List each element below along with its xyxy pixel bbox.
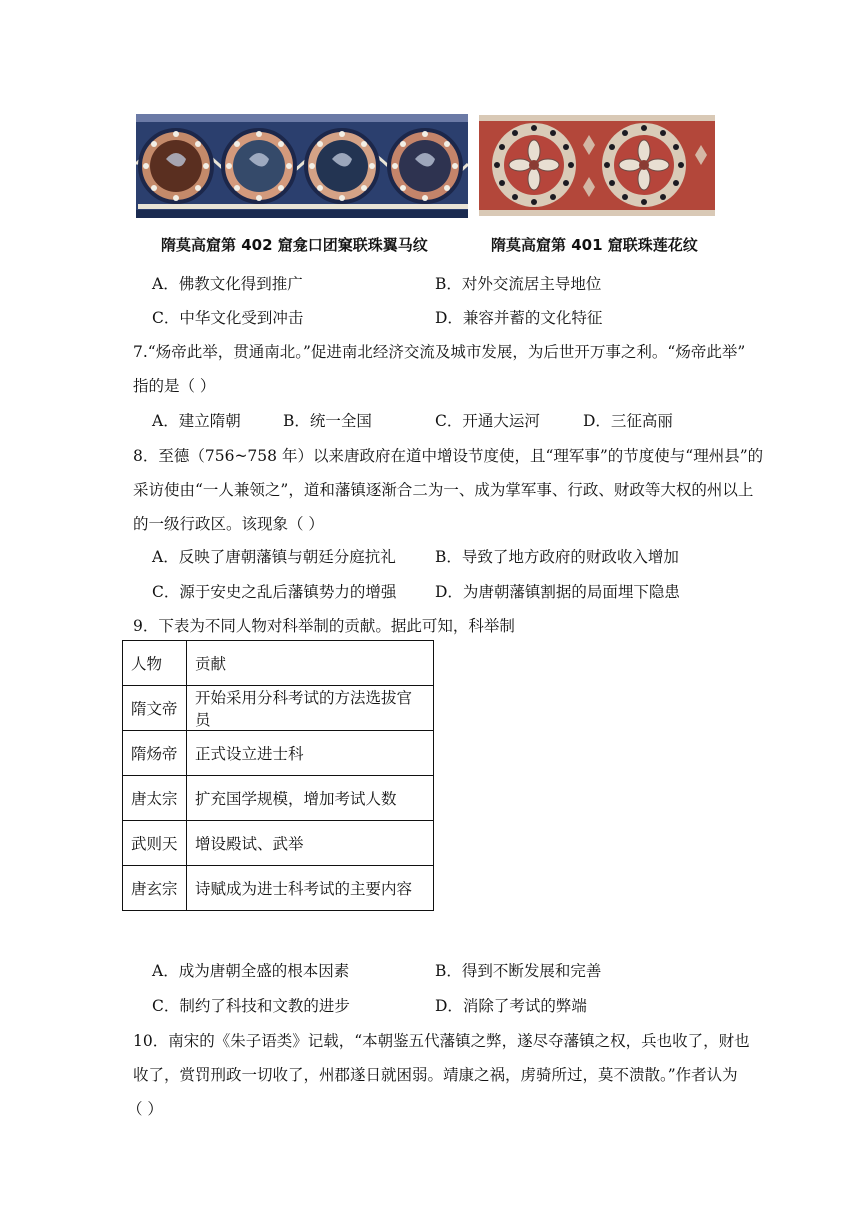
table-cell-contribution: 扩充国学规模，增加考试人数 [187,776,434,821]
table-row [123,866,434,911]
q8-option-c[interactable]: C．源于安史之乱后藩镇势力的增强 [152,583,397,601]
q7-stem-line1: 7.“炀帝此举，贯通南北。”促进南北经济交流及城市发展，为后世开万事之利。“炀帝此举” [133,343,746,361]
q10-stem-line1: 10．南宋的《朱子语类》记载，“本朝鉴五代藩镇之弊，遂尽夺藩镇之权，兵也收了，财也 [133,1032,750,1050]
q7-option-d[interactable]: D．三征高丽 [583,412,673,430]
table-row [123,776,434,821]
keju-contribution-table [122,640,434,911]
q7-option-b[interactable]: B．统一全国 [283,412,372,430]
q9-option-a[interactable]: A．成为唐朝全盛的根本因素 [152,962,350,980]
table-cell-person: 隋炀帝 [123,731,187,776]
q6-option-c[interactable]: C．中华文化受到冲击 [152,309,304,327]
q7-option-a[interactable]: A．建立隋朝 [152,412,241,430]
table-cell-contribution: 正式设立进士科 [187,731,434,776]
mural-winged-horse-image [136,114,468,218]
table-cell-contribution: 诗赋成为进士科考试的主要内容 [187,866,434,911]
table-row [123,821,434,866]
q8-stem-line2: 采访使由“一人兼领之”，道和藩镇逐渐合二为一、成为掌军事、行政、财政等大权的州以上 [133,481,754,499]
table-row [123,686,434,731]
q6-option-d[interactable]: D．兼容并蓄的文化特征 [435,309,603,327]
q8-option-b[interactable]: B．导致了地方政府的财政收入增加 [435,548,679,566]
lotus-pattern-icon [479,115,715,216]
table-header-row [123,641,434,686]
table-header-person: 人物 [123,641,187,686]
table-row [123,731,434,776]
mural-lotus-image [479,115,715,216]
table-cell-contribution: 开始采用分科考试的方法选拔官员 [187,686,434,731]
q9-stem: 9．下表为不同人物对科举制的贡献。据此可知，科举制 [133,617,515,635]
q8-stem-line3: 的一级行政区。该现象（ ） [133,515,324,533]
table-cell-contribution: 增设殿试、武举 [187,821,434,866]
table-cell-person: 唐太宗 [123,776,187,821]
right-figure-caption: 隋莫高窟第 401 窟联珠莲花纹 [491,236,698,254]
table-cell-person: 隋文帝 [123,686,187,731]
table-cell-person: 武则天 [123,821,187,866]
q9-option-c[interactable]: C．制约了科技和文教的进步 [152,997,350,1015]
q8-stem-line1: 8．至德（756~758 年）以来唐政府在道中增设节度使，且“理军事”的节度使与“理州县”的 [133,447,764,465]
q7-option-c[interactable]: C．开通大运河 [435,412,540,430]
left-figure-caption: 隋莫高窟第 402 窟龛口团窠联珠翼马纹 [161,236,428,254]
q9-option-d[interactable]: D．消除了考试的弊端 [435,997,587,1015]
q6-option-a[interactable]: A．佛教文化得到推广 [152,275,303,293]
q8-option-a[interactable]: A．反映了唐朝藩镇与朝廷分庭抗礼 [152,548,396,566]
q8-option-d[interactable]: D．为唐朝藩镇割据的局面埋下隐患 [435,583,680,601]
table-cell-person: 唐玄宗 [123,866,187,911]
q10-stem-line2: 收了，赏罚刑政一切收了，州郡遂日就困弱。靖康之祸，虏骑所过，莫不溃散。”作者认为 [133,1066,738,1084]
table-header-contribution: 贡献 [187,641,434,686]
q9-option-b[interactable]: B．得到不断发展和完善 [435,962,602,980]
winged-horse-pattern-icon [136,114,468,218]
q7-stem-line2: 指的是（ ） [133,377,216,395]
q10-stem-line3: （ ） [127,1100,163,1118]
q6-option-b[interactable]: B．对外交流居主导地位 [435,275,602,293]
